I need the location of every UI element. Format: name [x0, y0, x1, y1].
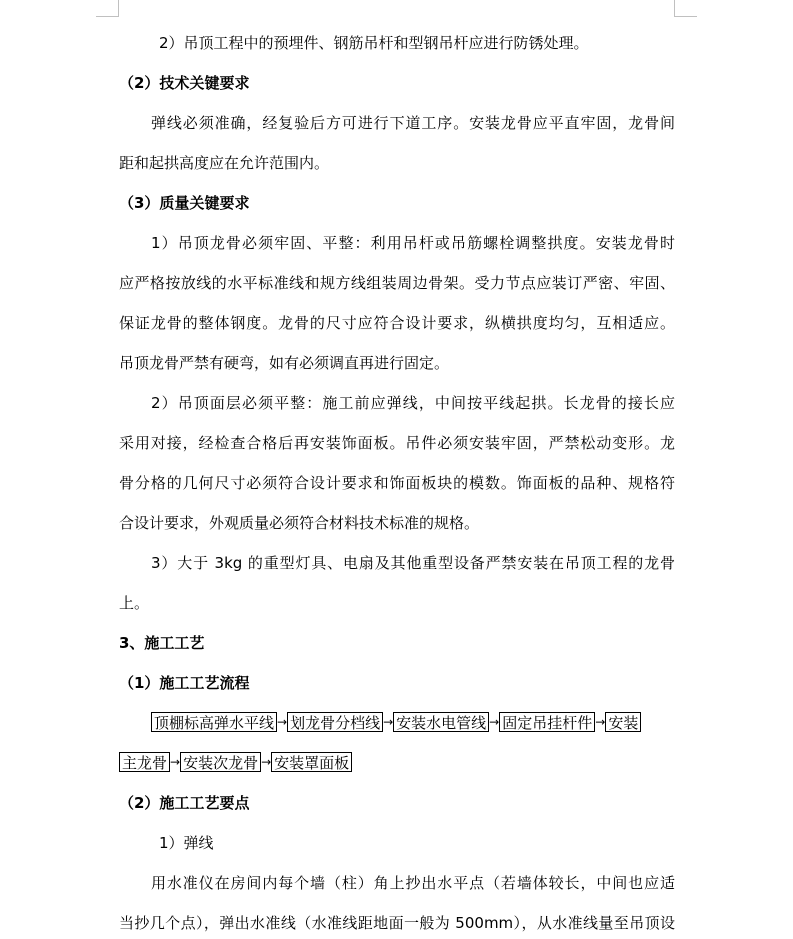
- paragraph-line: 保证龙骨的整体钢度。龙骨的尺寸应符合设计要求，纵横拱度均匀，互相适应。: [119, 314, 675, 332]
- flow-step-box: 安装: [605, 712, 641, 732]
- flow-step-box: 安装水电管线: [393, 712, 489, 732]
- paragraph-line: 当抄几个点），弹出水准线（水准线距地面一般为 500mm），从水准线量至吊顶设: [119, 914, 675, 932]
- paragraph-line: 1）吊顶龙骨必须牢固、平整：利用吊杆或吊筋螺栓调整拱度。安装龙骨时: [151, 234, 675, 252]
- paragraph-line: 距和起拱高度应在允许范围内。: [119, 154, 330, 172]
- page-corner-mark-left: [96, 0, 119, 17]
- paragraph-line: 用水准仪在房间内每个墙（柱）角上抄出水平点（若墙体较长，中间也应适: [151, 874, 675, 892]
- arrow-right-icon: →: [595, 715, 606, 729]
- arrow-right-icon: →: [170, 755, 181, 769]
- section-heading: （3）质量关键要求: [119, 194, 250, 212]
- paragraph-line: 上。: [119, 594, 150, 612]
- flow-step-box: 固定吊挂杆件: [499, 712, 595, 732]
- flow-step-box: 安装罩面板: [271, 752, 352, 772]
- flow-step-box: 顶棚标高弹水平线: [151, 712, 277, 732]
- paragraph-line: 合设计要求，外观质量必须符合材料技术标准的规格。: [119, 514, 480, 532]
- flow-step-box: 主龙骨: [119, 752, 170, 772]
- section-heading: （2）技术关键要求: [119, 74, 250, 92]
- flow-step-box: 划龙骨分档线: [287, 712, 383, 732]
- arrow-right-icon: →: [261, 755, 272, 769]
- paragraph-line: 骨分格的几何尺寸必须符合设计要求和饰面板块的模数。饰面板的品种、规格符: [119, 474, 675, 492]
- paragraph-line: 3）大于 3kg 的重型灯具、电扇及其他重型设备严禁安装在吊顶工程的龙骨: [151, 554, 675, 572]
- flowchart-row-2: [119, 752, 675, 773]
- paragraph-line: 2）吊顶面层必须平整：施工前应弹线，中间按平线起拱。长龙骨的接长应: [151, 394, 675, 412]
- sub-heading: 1）弹线: [159, 834, 214, 852]
- paragraph-line: 吊顶龙骨严禁有硬弯，如有必须调直再进行固定。: [119, 354, 450, 372]
- page-corner-mark-right: [674, 0, 697, 17]
- paragraph-line: 应严格按放线的水平标准线和规方线组装周边骨架。受力节点应装订严密、牢固、: [119, 274, 675, 292]
- flowchart-row-1: [151, 712, 675, 733]
- arrow-right-icon: →: [383, 715, 394, 729]
- arrow-right-icon: →: [489, 715, 500, 729]
- paragraph-line: 2）吊顶工程中的预埋件、钢筋吊杆和型钢吊杆应进行防锈处理。: [159, 34, 589, 52]
- section-heading: （2）施工工艺要点: [119, 794, 250, 812]
- chapter-heading: 3、施工工艺: [119, 634, 205, 652]
- arrow-right-icon: →: [277, 715, 288, 729]
- paragraph-line: 弹线必须准确，经复验后方可进行下道工序。安装龙骨应平直牢固，龙骨间: [151, 114, 675, 132]
- flow-step-box: 安装次龙骨: [180, 752, 261, 772]
- section-heading: （1）施工工艺流程: [119, 674, 250, 692]
- paragraph-line: 采用对接，经检查合格后再安装饰面板。吊件必须安装牢固，严禁松动变形。龙: [119, 434, 675, 452]
